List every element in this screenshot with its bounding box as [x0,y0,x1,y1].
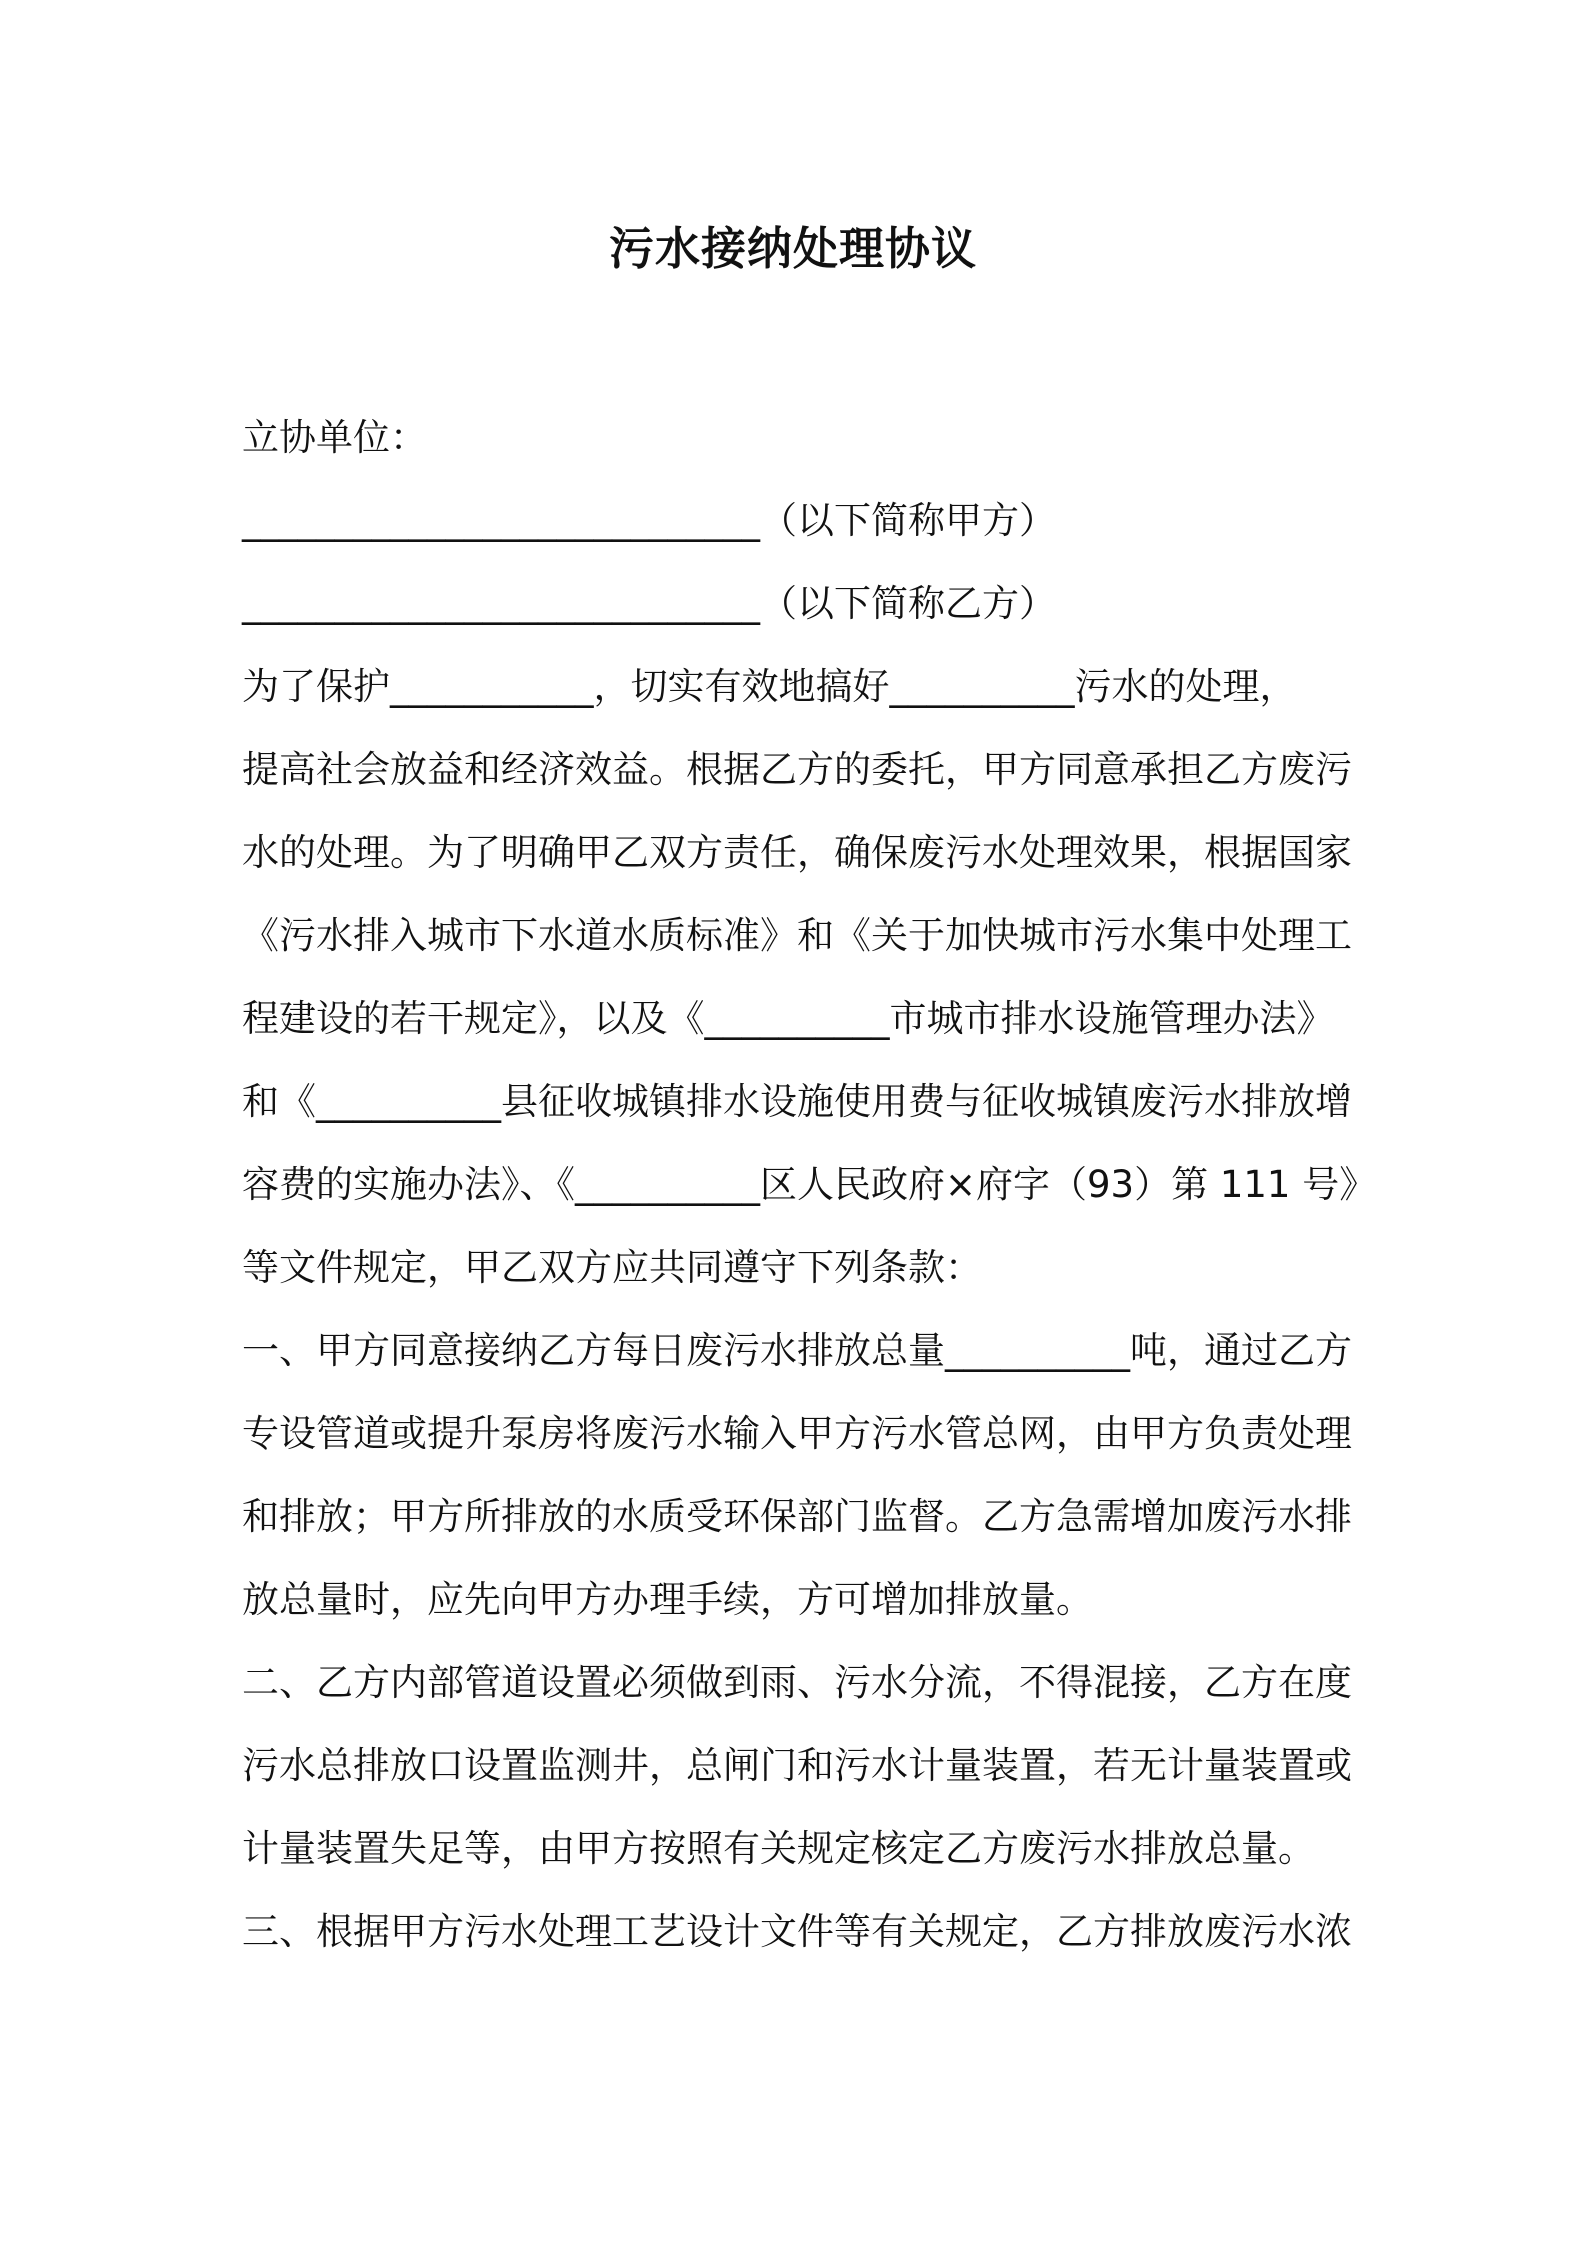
text-line: 专设管道或提升泵房将废污水输入甲方污水管总网，由甲方负责处理 [242,1412,1352,1455]
text-line: 计量装置失足等，由甲方按照有关规定核定乙方废污水排放总量。 [242,1827,1315,1870]
text-line: ____________________________（以下简称乙方） [242,582,1056,625]
document-body [242,396,1377,1973]
text-line: 和《__________县征收城镇排水设施使用费与征收城镇废污水排放增 [242,1080,1352,1123]
text-line: 等文件规定，甲乙双方应共同遵守下列条款： [242,1246,982,1289]
text-line: 《污水排入城市下水道水质标准》和《关于加快城市污水集中处理工 [242,914,1352,957]
text-line: 二、乙方内部管道设置必须做到雨、污水分流，不得混接，乙方在度 [242,1661,1352,1704]
text-line: 三、根据甲方污水处理工艺设计文件等有关规定，乙方排放废污水浓 [242,1910,1352,1953]
text-line: 提高社会放益和经济效益。根据乙方的委托，甲方同意承担乙方废污 [242,748,1352,791]
text-line: ____________________________（以下简称甲方） [242,499,1056,542]
text-line: 立协单位： [242,416,427,459]
text-line: 和排放；甲方所排放的水质受环保部门监督。乙方急需增加废污水排 [242,1495,1352,1538]
text-line: 水的处理。为了明确甲乙双方责任，确保废污水处理效果，根据国家 [242,831,1352,874]
text-line: 容费的实施办法》、《__________区人民政府×府字（93）第 111 号》 [242,1163,1377,1206]
text-line: 污水总排放口设置监测井，总闸门和污水计量装置，若无计量装置或 [242,1744,1352,1787]
text-line: 为了保护___________，切实有效地搞好__________污水的处理， [242,665,1297,708]
text-line: 程建设的若干规定》，以及《__________市城市排水设施管理办法》 [242,997,1334,1040]
text-line: 一、甲方同意接纳乙方每日废污水排放总量__________吨，通过乙方 [242,1329,1352,1372]
text-line: 放总量时，应先向甲方办理手续，方可增加排放量。 [242,1578,1093,1621]
document-title: 污水接纳处理协议 [608,222,977,275]
